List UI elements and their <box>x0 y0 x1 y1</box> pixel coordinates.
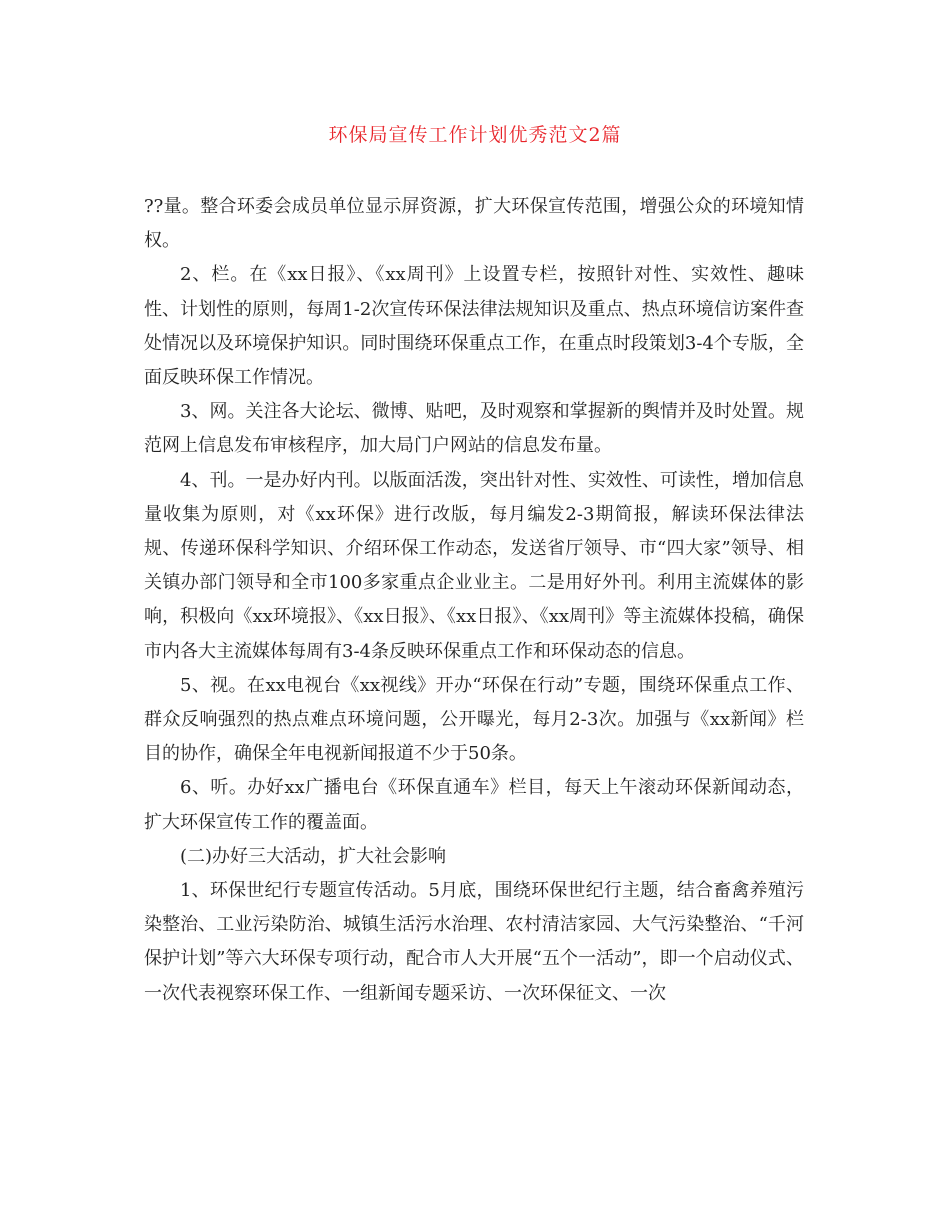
section-heading: (二)办好三大活动，扩大社会影响 <box>180 845 447 867</box>
document-body <box>144 190 804 1011</box>
paragraph-7: 1、环保世纪行专题宣传活动。5月底，围绕环保世纪行主题，结合畜禽养殖污染整治、工业污染防治、城镇生活污水治理、农村清洁家园、大气污染整治、“千河保护计划”等六大环保专项行动，配合市人大开展“五个一活动”，即一个启动仪式、一次代表视察环保工作、一组新闻专题采访、一次环保征文、一次 <box>144 880 804 1004</box>
paragraph-3: 3、网。关注各大论坛、微博、贴吧，及时观察和掌握新的舆情并及时处置。规范网上信息发布审核程序，加大局门户网站的信息发布量。 <box>144 401 804 457</box>
paragraph-6: 6、听。办好xx广播电台《环保直通车》栏目，每天上午滚动环保新闻动态，扩大环保宣传工作的覆盖面。 <box>144 777 804 833</box>
paragraph-5: 5、视。在xx电视台《xx视线》开办“环保在行动”专题，围绕环保重点工作、群众反响强烈的热点难点环境问题，公开曝光，每月2-3次。加强与《xx新闻》栏目的协作，确保全年电视新闻报道不少于50条。 <box>144 674 804 765</box>
document-title: 环保局宣传工作计划优秀范文2篇 <box>328 124 622 146</box>
paragraph-2: 2、栏。在《xx日报》、《xx周刊》上设置专栏，按照针对性、实效性、趣味性、计划性的原则，每周1-2次宣传环保法律法规知识及重点、热点环境信访案件查处情况以及环境保护知识。同时围绕环保重点工作，在重点时段策划3-4个专版，全面反映环保工作情况。 <box>144 264 804 389</box>
paragraph-4: 4、刊。一是办好内刊。以版面活泼，突出针对性、实效性、可读性，增加信息量收集为原则，对《xx环保》进行改版，每月编发2-3期简报，解读环保法律法规、传递环保科学知识、介绍环保工作动态，发送省厅领导、市“四大家”领导、相关镇办部门领导和全市100多家重点企业业主。二是用好外刊。利用主流媒体的影响，积极向《xx环境报》、《xx日报》、《xx日报》、《xx周刊》等主流媒体投稿，确保市内各大主流媒体每周有3-4条反映环保重点工作和环保动态的信息。 <box>144 469 804 662</box>
paragraph-1: ??量。整合环委会成员单位显示屏资源，扩大环保宣传范围，增强公众的环境知情权。 <box>144 196 804 252</box>
